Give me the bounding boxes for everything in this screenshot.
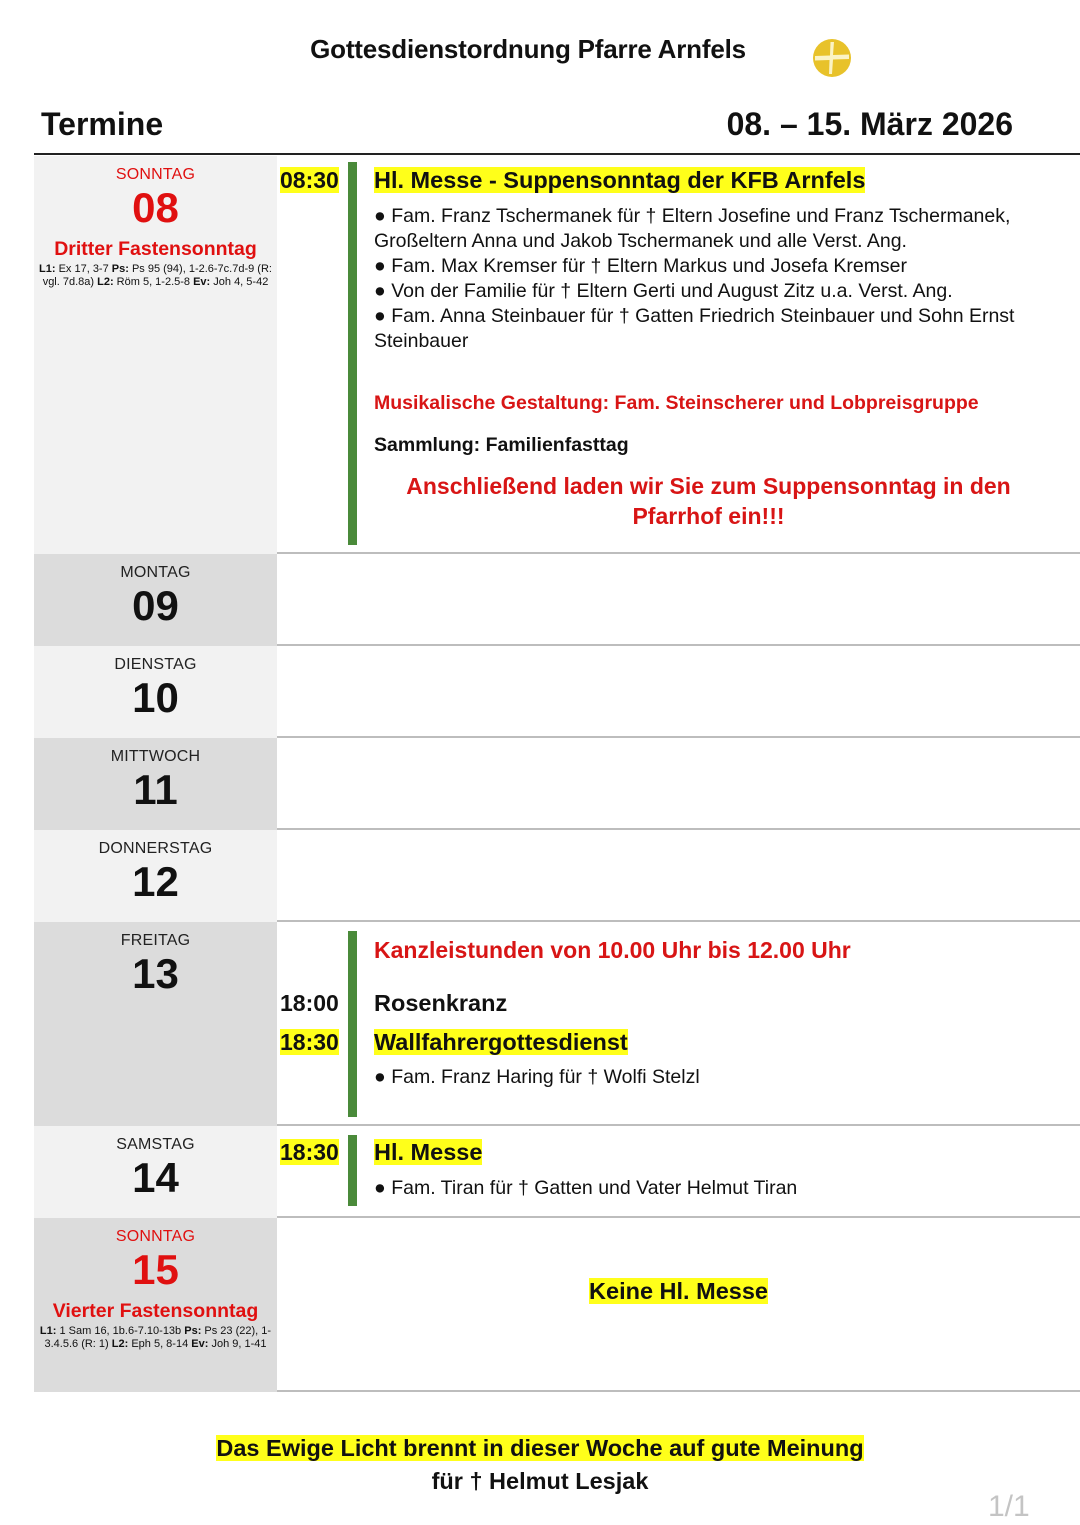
day-name: SONNTAG (115, 166, 196, 183)
day-name: MITTWOCH (110, 748, 201, 765)
day-cell (34, 738, 277, 830)
day-row-13 (34, 922, 1080, 1126)
day-number: 15 (132, 1246, 179, 1293)
day-cell (34, 646, 277, 738)
header-divider (34, 153, 1080, 155)
day-cell (34, 1126, 277, 1218)
eternal-light-note: Das Ewige Licht brennt in dieser Woche auf gute Meinung (216, 1435, 864, 1461)
event-bar (348, 162, 357, 545)
day-content (277, 554, 1080, 646)
page-indicator: 1/1 (988, 1490, 1030, 1523)
day-row-15 (34, 1218, 1080, 1392)
intention-item: ● Fam. Anna Steinbauer für † Gatten Friedrich Steinbauer und Sohn Ernst Steinbauer (374, 305, 1015, 352)
day-number: 09 (132, 582, 179, 629)
document-title-text: Gottesdienstordnung Pfarre Arnfels (310, 34, 746, 64)
day-content (277, 922, 1080, 1126)
date-range: 08. – 15. März 2026 (726, 106, 1013, 142)
day-cell (34, 156, 277, 554)
day-name: SAMSTAG (116, 1136, 195, 1153)
day-content (277, 738, 1080, 830)
no-mass-notice: Keine Hl. Messe (589, 1278, 768, 1304)
day-name: MONTAG (120, 564, 191, 581)
day-content (277, 830, 1080, 922)
event-title: Wallfahrergottesdienst (374, 1029, 628, 1055)
intention-item: ● Von der Familie für † Eltern Gerti und August Zitz u.a. Verst. Ang. (374, 280, 953, 302)
day-number: 13 (132, 950, 179, 997)
music-note: Musikalische Gestaltung: Fam. Steinscherer und Lobpreisgruppe (374, 392, 979, 414)
event-title: Rosenkranz (374, 990, 508, 1016)
day-number: 11 (133, 766, 178, 813)
day-number: 14 (132, 1154, 179, 1201)
day-row-10 (34, 646, 1080, 738)
day-content (277, 156, 1080, 554)
day-name: DIENSTAG (114, 656, 197, 673)
day-content (277, 1126, 1080, 1218)
day-cell (34, 830, 277, 922)
eternal-light-dedication: für † Helmut Lesjak (431, 1468, 649, 1494)
readings: L1: 1 Sam 16, 1b.6-7.10-13b Ps: Ps 23 (22), 1-3.4.5.6 (R: 1) L2: Eph 5, 8-14 Ev: Joh 9, 1-41 (39, 1325, 272, 1350)
intention-item: ● Fam. Max Kremser für † Eltern Markus und Josefa Kremser (374, 255, 908, 277)
event-time: 18:00 (280, 990, 339, 1016)
day-row-09 (34, 554, 1080, 646)
intention-item: ● Fam. Franz Haring für † Wolfi Stelzl (374, 1066, 700, 1088)
intention-list (374, 204, 1040, 354)
day-row-12 (34, 830, 1080, 922)
section-label: Termine (41, 106, 164, 142)
day-content (277, 1218, 1080, 1392)
yellow-cross-circle-icon (812, 38, 852, 78)
day-name: DONNERSTAG (98, 840, 213, 857)
day-number: 08 (132, 184, 179, 231)
event-time: 08:30 (280, 167, 339, 193)
day-row-11 (34, 738, 1080, 830)
event-title: Hl. Messe - Suppensonntag der KFB Arnfels (374, 167, 866, 193)
collection-note: Sammlung: Familienfasttag (374, 434, 629, 456)
schedule-table (34, 156, 1080, 1392)
office-hours: Kanzleistunden von 10.00 Uhr bis 12.00 Uhr (374, 937, 851, 963)
day-cell (34, 922, 277, 1126)
announcement: Anschließend laden wir Sie zum Suppensonntag in den Pfarrhof ein!!! (406, 473, 1011, 529)
intention-item: ● Fam. Franz Tschermanek für † Eltern Josefine und Franz Tschermanek, Großeltern Anna und Jakob Tschermanek und alle Verst. Ang. (374, 205, 1011, 252)
day-number: 12 (132, 858, 179, 905)
day-cell (34, 1218, 277, 1392)
feast-name: Vierter Fastensonntag (52, 1300, 259, 1322)
event-time: 18:30 (280, 1029, 339, 1055)
day-cell (34, 554, 277, 646)
intention-item: ● Fam. Tiran für † Gatten und Vater Helmut Tiran (374, 1177, 798, 1199)
event-bar (348, 1135, 357, 1206)
day-number: 10 (132, 674, 179, 721)
day-name: SONNTAG (115, 1228, 196, 1245)
event-title: Hl. Messe (374, 1139, 483, 1165)
day-name: FREITAG (120, 932, 191, 949)
day-row-14 (34, 1126, 1080, 1218)
readings: L1: Ex 17, 3-7 Ps: Ps 95 (94), 1-2.6-7c.7d-9 (R: vgl. 7d.8a) L2: Röm 5, 1-2.5-8 Ev: Joh 4, 5-42 (39, 263, 272, 288)
event-bar (348, 931, 357, 1117)
day-row-08 (34, 156, 1080, 554)
event-time: 18:30 (280, 1139, 339, 1165)
day-content (277, 646, 1080, 738)
feast-name: Dritter Fastensonntag (54, 238, 257, 260)
document-title (0, 34, 1080, 65)
